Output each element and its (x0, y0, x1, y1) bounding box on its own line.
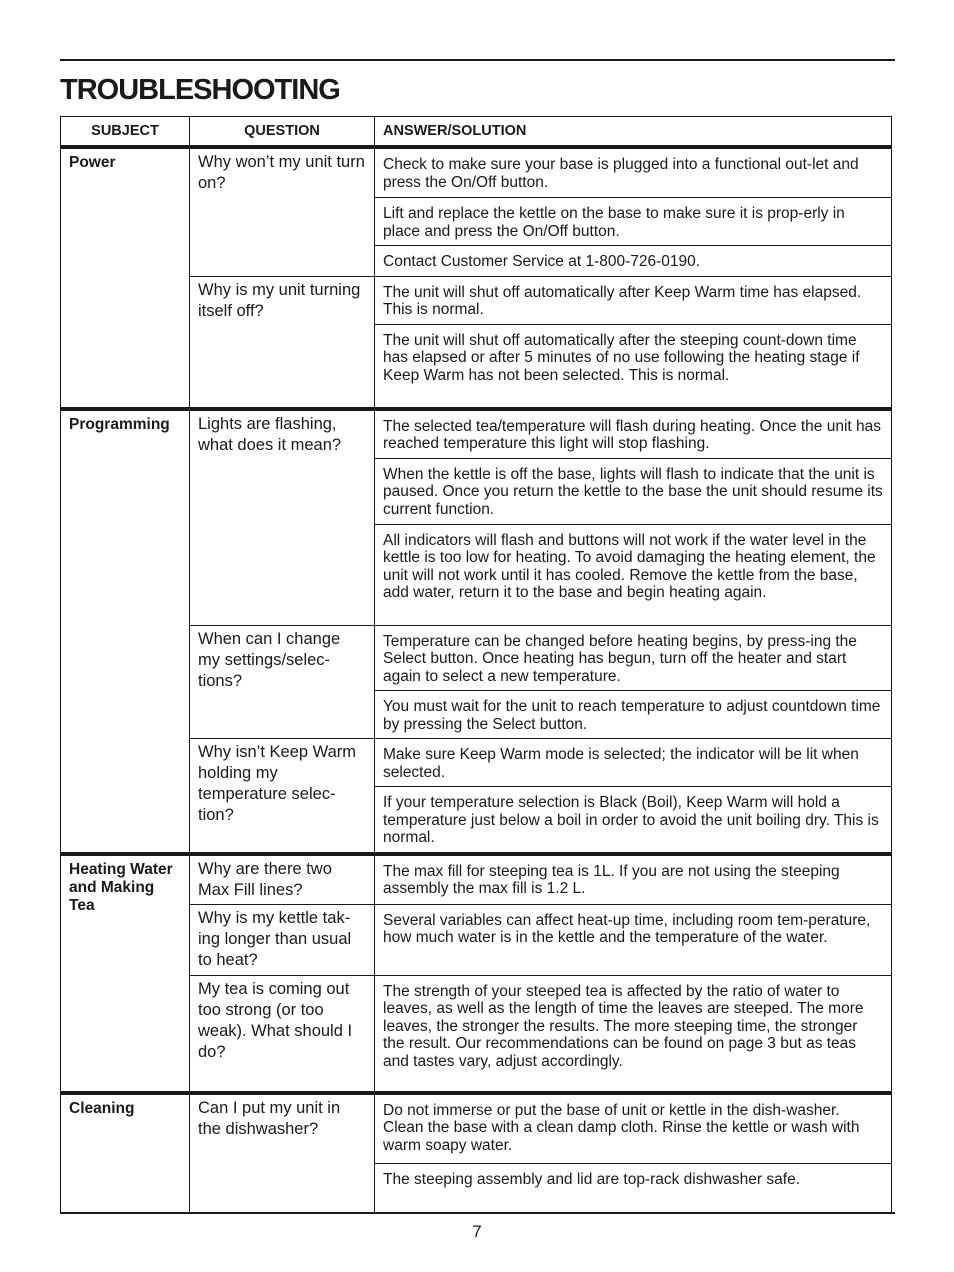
answer-cell: Temperature can be changed before heating begins, by press-ing the Select button. Once heating has begun, turn off the heater and start again to select a new temperature. (375, 625, 892, 691)
page-title: TROUBLESHOOTING (60, 74, 340, 106)
answer-cell: The unit will shut off automatically after the steeping count-down time has elapsed or after 5 minutes of no use following the heating stage if Keep Warm has not been selected. This is normal. (375, 324, 892, 409)
troubleshooting-table (60, 116, 892, 1213)
table-row (61, 854, 892, 905)
answer-cell: The unit will shut off automatically after Keep Warm time has elapsed. This is normal. (375, 276, 892, 324)
answer-cell: When the kettle is off the base, lights will flash to indicate that the unit is paused. Once you return the kettle to the base the unit should resume its current function. (375, 458, 892, 524)
header-row (61, 117, 892, 148)
bottom-rule (60, 1212, 895, 1214)
question-cell: Can I put my unit in the dishwasher? (190, 1093, 375, 1213)
answer-cell: The selected tea/temperature will flash during heating. Once the unit has reached temperature this light will stop flashing. (375, 409, 892, 459)
header-subject: SUBJECT (61, 117, 190, 148)
header-question: QUESTION (190, 117, 375, 148)
answer-cell: If your temperature selection is Black (Boil), Keep Warm will hold a temperature just below a boil in order to avoid the unit boiling dry. This is normal. (375, 787, 892, 854)
table-row (61, 147, 892, 198)
subject-cell-heating: Heating Water and Making Tea (61, 854, 190, 1093)
subject-cell-programming: Programming (61, 409, 190, 854)
answer-cell: Make sure Keep Warm mode is selected; the indicator will be lit when selected. (375, 739, 892, 787)
answer-cell: The steeping assembly and lid are top-rack dishwasher safe. (375, 1163, 892, 1212)
table-row (61, 1093, 892, 1164)
header-answer: ANSWER/SOLUTION (375, 117, 892, 148)
question-cell: Why is my kettle tak-ing longer than usual to heat? (190, 904, 375, 975)
answer-cell: The strength of your steeped tea is affected by the ratio of water to leaves, as well as the length of time the leaves are steeped. The more leaves, the stronger the results. The more steeping time, the stronger the result. Our recommendations can be found on page 3 but as teas and tastes vary, adjust accordingly. (375, 975, 892, 1093)
question-cell: When can I change my settings/selec-tions? (190, 625, 375, 739)
page-number: 7 (472, 1222, 482, 1241)
answer-cell: The max fill for steeping tea is 1L. If you are not using the steeping assembly the max fill is 1.2 L. (375, 854, 892, 905)
answer-cell: Do not immerse or put the base of unit or kettle in the dish-washer. Clean the base with a clean damp cloth. Rinse the kettle or wash with warm soapy water. (375, 1093, 892, 1164)
question-cell: Why won’t my unit turn on? (190, 147, 375, 276)
question-cell: My tea is coming out too strong (or too weak). What should I do? (190, 975, 375, 1093)
question-cell: Why isn’t Keep Warm holding my temperature selec-tion? (190, 739, 375, 854)
top-rule (60, 59, 895, 61)
answer-cell: Several variables can affect heat-up time, including room tem-perature, how much water is in the kettle and the temperature of the water. (375, 904, 892, 975)
answer-cell: Lift and replace the kettle on the base to make sure it is prop-erly in place and press the On/Off button. (375, 198, 892, 246)
answer-cell: All indicators will flash and buttons will not work if the water level in the kettle is too low for heating. To avoid damaging the heating element, the unit will not work until it has cooled. Remove the kettle from the base, add water, return it to the base and begin heating again. (375, 524, 892, 625)
answer-cell: Check to make sure your base is plugged into a functional out-let and press the On/Off button. (375, 147, 892, 198)
subject-cell-power: Power (61, 147, 190, 409)
question-cell: Why are there two Max Fill lines? (190, 854, 375, 905)
answer-cell: You must wait for the unit to reach temperature to adjust countdown time by pressing the Select button. (375, 691, 892, 739)
subject-cell-cleaning: Cleaning (61, 1093, 190, 1213)
question-cell: Lights are flashing, what does it mean? (190, 409, 375, 626)
answer-cell: Contact Customer Service at 1-800-726-0190. (375, 246, 892, 277)
table-row (61, 409, 892, 459)
question-cell: Why is my unit turning itself off? (190, 276, 375, 409)
